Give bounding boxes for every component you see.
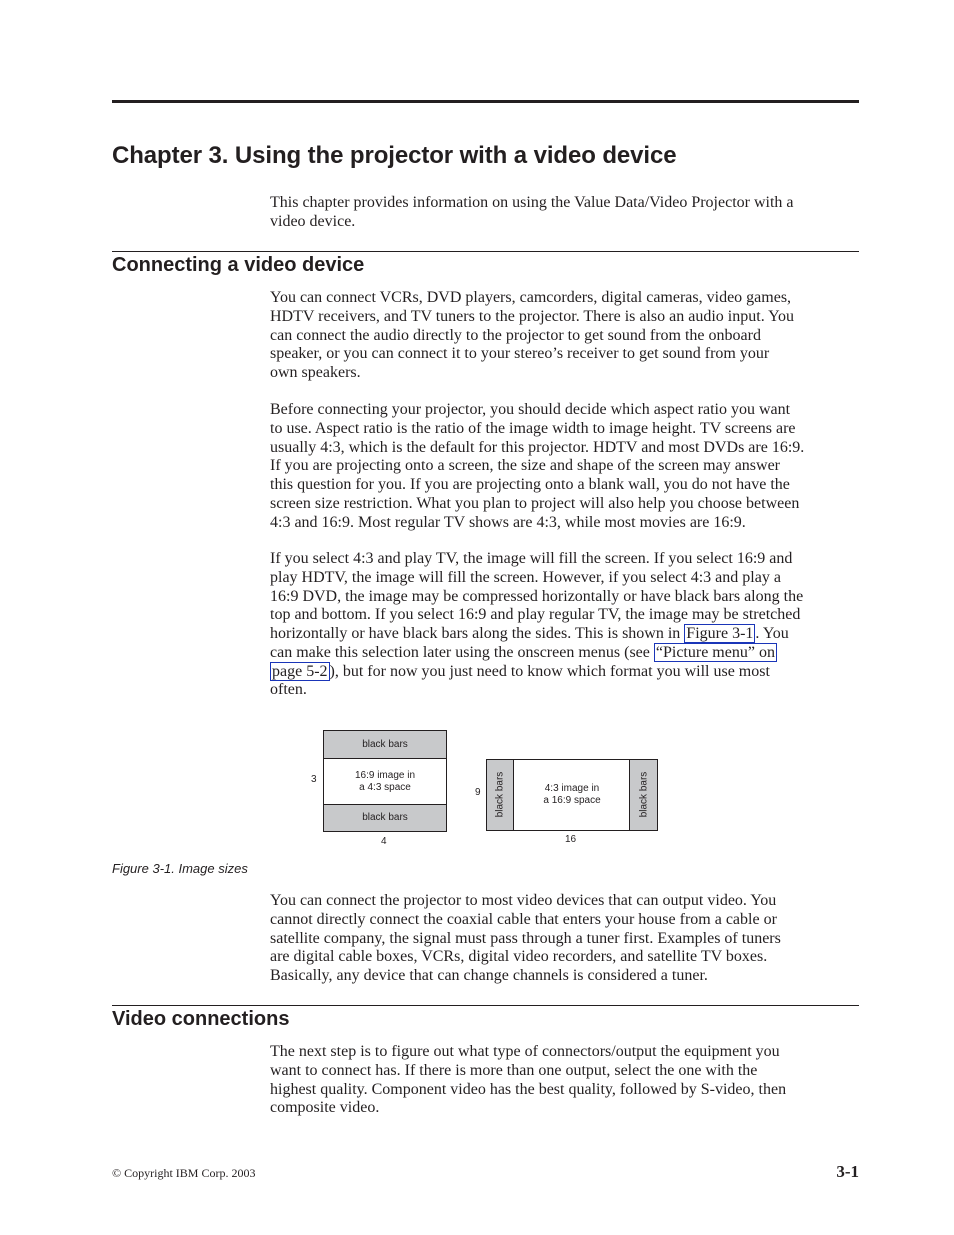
paragraph-format-selection <box>270 550 860 700</box>
section-title-video-connections: Video connections <box>112 1008 290 1030</box>
picture-menu-page-link[interactable]: page 5-2 <box>272 662 328 680</box>
section-rule <box>112 251 859 252</box>
text-line: 4:3 and 16:9. Most regular TV shows are 4:3, while most movies are 16:9. <box>270 513 746 531</box>
letterbox-label: 16:9 image in <box>354 769 416 781</box>
paragraph-connectors <box>270 1043 860 1118</box>
text-line: screen size restriction. What you plan to project will also help you choose between <box>270 494 800 512</box>
text-line: can connect the audio directly to the projector to get sound from the onboard <box>270 326 761 344</box>
picture-menu-link[interactable]: “Picture menu” on <box>655 643 775 661</box>
pillarbox-label: 4:3 image in <box>544 783 600 794</box>
text-line: own speakers. <box>270 364 361 381</box>
text-line: cannot directly connect the coaxial cable that enters your house from a cable or <box>270 910 777 928</box>
chapter-title: Chapter 3. Using the projector with a video device <box>112 142 677 169</box>
text-line: this question for you. If you are projecting onto a blank wall, you do not have the <box>270 476 790 493</box>
section-rule <box>112 1005 859 1006</box>
dimension-height-3: 3 <box>311 774 317 785</box>
text-line: 16:9 DVD, the image may be compressed horizontally or have black bars along the <box>270 587 804 605</box>
text-line: Before connecting your projector, you should decide which aspect ratio you want <box>270 401 791 418</box>
text-line: If you select 4:3 and play TV, the image will fill the screen. If you select 16:9 and <box>270 550 793 567</box>
text-line <box>270 663 860 682</box>
section-title-connecting: Connecting a video device <box>112 254 365 276</box>
text-line <box>270 644 860 663</box>
text-run: horizontally or have black bars along the sides. This is shown in <box>270 625 685 642</box>
figure-3-1-link[interactable]: Figure 3-1 <box>686 625 754 642</box>
text-line: top and bottom. If you select 16:9 and play regular TV, the image may be stretched <box>270 606 801 624</box>
black-bars-top <box>323 730 447 759</box>
figure-caption: Figure 3-1. Image sizes <box>112 861 248 876</box>
dimension-width-4: 4 <box>381 836 387 847</box>
text-line: You can connect the projector to most video devices that can output video. You <box>270 892 777 909</box>
black-bars-label: black bars <box>494 771 506 818</box>
pillarbox-label: a 16:9 space <box>543 795 601 806</box>
intro-paragraph <box>270 194 860 232</box>
text-line: highest quality. Component video has the best quality, followed by S-video, then <box>270 1080 787 1098</box>
paragraph-tuners <box>270 892 860 986</box>
black-bars-label: black bars <box>638 771 650 818</box>
text-line: Basically, any device that can change channels is considered a tuner. <box>270 967 708 984</box>
text-line: composite video. <box>270 1099 380 1117</box>
text-line: often. <box>270 681 307 699</box>
text-line: If you are projecting onto a screen, the size and shape of the screen may answer <box>270 457 781 475</box>
letterbox-label: a 4:3 space <box>359 781 411 793</box>
dimension-width-16: 16 <box>565 834 577 845</box>
text-line: play HDTV, the image will fill the screen. However, if you select 4:3 and play a <box>270 568 781 586</box>
black-bars-label: black bars <box>362 738 408 750</box>
paragraph-aspect-ratio <box>270 401 860 532</box>
text-line: to use. Aspect ratio is the ratio of the image width to image height. TV screens are <box>270 419 796 437</box>
top-rule <box>112 100 859 103</box>
dimension-height-9: 9 <box>475 787 481 798</box>
text-run: can make this selection later using the onscreen menus (see <box>270 643 654 661</box>
page-number: 3-1 <box>836 1162 859 1181</box>
text-line: usually 4:3, which is the default for this projector. HDTV and most DVDs are 16:9. <box>270 438 805 456</box>
text-line: video device. <box>270 212 356 230</box>
paragraph-devices <box>270 289 860 383</box>
black-bars-label: black bars <box>362 812 408 823</box>
text-line: speaker, or you can connect it to your stereo’s receiver to get sound from your <box>270 345 770 363</box>
copyright-notice: © Copyright IBM Corp. 2003 <box>112 1166 256 1180</box>
text-line: This chapter provides information on using the Value Data/Video Projector with a <box>270 194 794 211</box>
text-line: are digital cable boxes, VCRs, digital video recorders, and satellite TV boxes. <box>270 948 768 966</box>
text-line: The next step is to figure out what type of connectors/output the equipment you <box>270 1043 780 1060</box>
text-line: want to connect has. If there is more than one output, select the one with the <box>270 1061 758 1079</box>
text-line <box>270 625 860 644</box>
pillarbox-image-area <box>514 760 630 830</box>
text-line: satellite company, the signal must pass through a tuner first. Examples of tuners <box>270 929 781 947</box>
text-run: . You <box>755 625 789 642</box>
text-line: HDTV receivers, and TV tuners to the projector. There is also an audio input. You <box>270 307 795 325</box>
letterbox-image-area <box>324 759 446 804</box>
text-run: ), but for now you just need to know which format you will use most <box>329 662 770 680</box>
text-line: You can connect VCRs, DVD players, camcorders, digital cameras, video games, <box>270 289 792 306</box>
black-bars-bottom <box>323 804 447 832</box>
